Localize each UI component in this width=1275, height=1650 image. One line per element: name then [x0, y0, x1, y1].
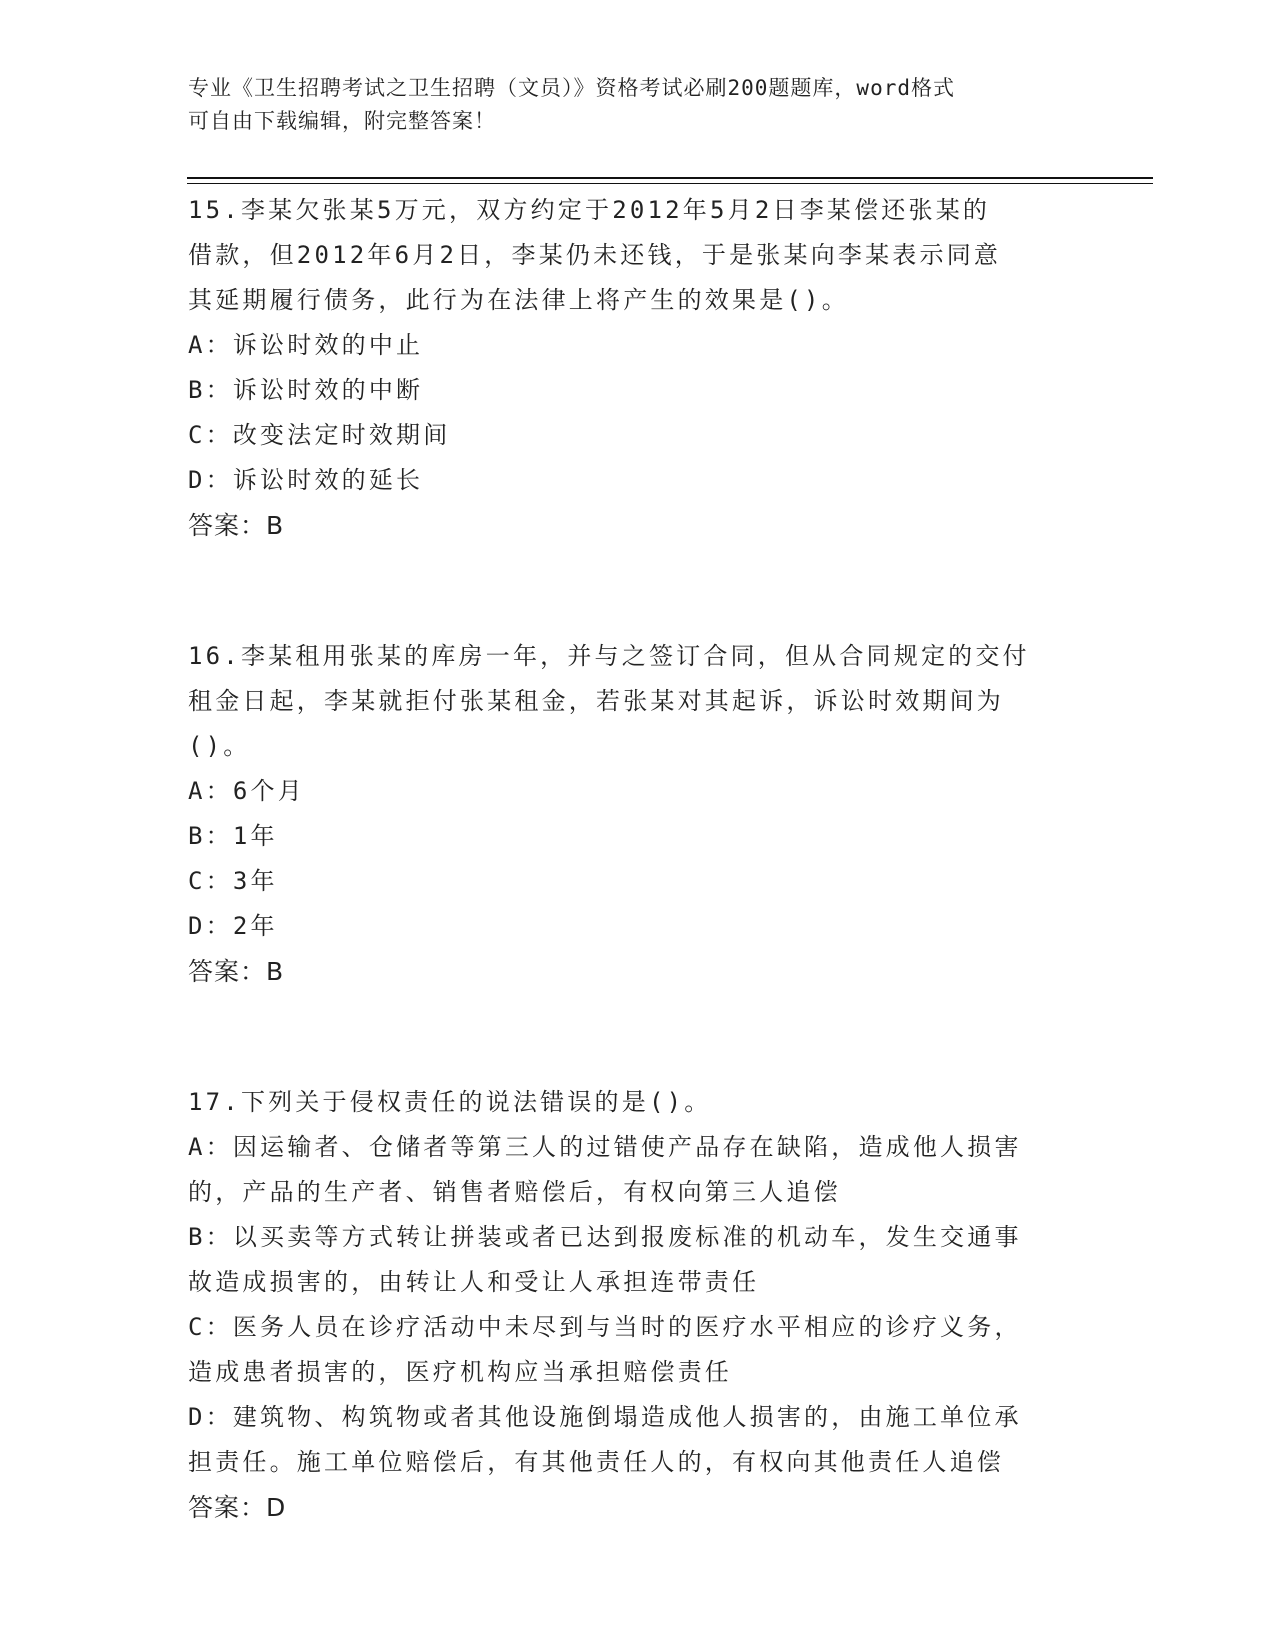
question-stem-line: 借款，但2012年6月2日，李某仍未还钱，于是张某向李某表示同意 — [188, 241, 1002, 269]
option-b: B：诉讼时效的中断 — [188, 376, 424, 404]
question-stem-line: 15.李某欠张某5万元，双方约定于2012年5月2日李某偿还张某的 — [188, 196, 991, 224]
header-rule-thick — [187, 177, 1153, 179]
option-b: B：1年 — [188, 822, 278, 850]
question-list — [188, 188, 1088, 1530]
header-rule-thin — [187, 183, 1153, 184]
option-d: D：诉讼时效的延长 — [188, 466, 424, 494]
option-c: C：改变法定时效期间 — [188, 421, 451, 449]
question-spacer — [188, 994, 1088, 1080]
header-line-2: 可自由下载编辑，附完整答案！ — [188, 109, 496, 133]
question-15 — [188, 188, 1088, 548]
question-16 — [188, 634, 1088, 994]
option-c-continued: 造成患者损害的，医疗机构应当承担赔偿责任 — [188, 1358, 732, 1386]
option-b-continued: 故造成损害的，由转让人和受让人承担连带责任 — [188, 1268, 760, 1296]
answer-line: 答案：B — [188, 511, 285, 540]
option-c: C：医务人员在诊疗活动中未尽到与当时的医疗水平相应的诊疗义务， — [188, 1313, 1022, 1341]
question-17 — [188, 1080, 1088, 1530]
answer-line: 答案：B — [188, 957, 285, 986]
question-stem-line: 16.李某租用张某的库房一年，并与之签订合同，但从合同规定的交付 — [188, 642, 1030, 670]
question-stem-line: 其延期履行债务，此行为在法律上将产生的效果是()。 — [188, 286, 849, 314]
option-d: D：2年 — [188, 912, 278, 940]
question-spacer — [188, 548, 1088, 634]
option-b: B：以买卖等方式转让拼装或者已达到报废标准的机动车，发生交通事 — [188, 1223, 1022, 1251]
option-a: A：因运输者、仓储者等第三人的过错使产品存在缺陷，造成他人损害 — [188, 1133, 1022, 1161]
option-a: A：6个月 — [188, 777, 305, 805]
option-a: A：诉讼时效的中止 — [188, 331, 424, 359]
option-c: C：3年 — [188, 867, 278, 895]
answer-line: 答案：D — [188, 1493, 287, 1522]
question-stem-line: 租金日起，李某就拒付张某租金，若张某对其起诉，诉讼时效期间为 — [188, 687, 1004, 715]
option-a-continued: 的，产品的生产者、销售者赔偿后，有权向第三人追偿 — [188, 1178, 841, 1206]
question-stem-line: 17.下列关于侵权责任的说法错误的是()。 — [188, 1088, 712, 1116]
option-d-continued: 担责任。施工单位赔偿后，有其他责任人的，有权向其他责任人追偿 — [188, 1448, 1004, 1476]
header-line-1: 专业《卫生招聘考试之卫生招聘（文员）》资格考试必刷200题题库，word格式 — [188, 76, 955, 100]
option-d: D：建筑物、构筑物或者其他设施倒塌造成他人损害的，由施工单位承 — [188, 1403, 1022, 1431]
document-header — [188, 72, 1068, 138]
question-stem-line: ()。 — [188, 732, 251, 760]
